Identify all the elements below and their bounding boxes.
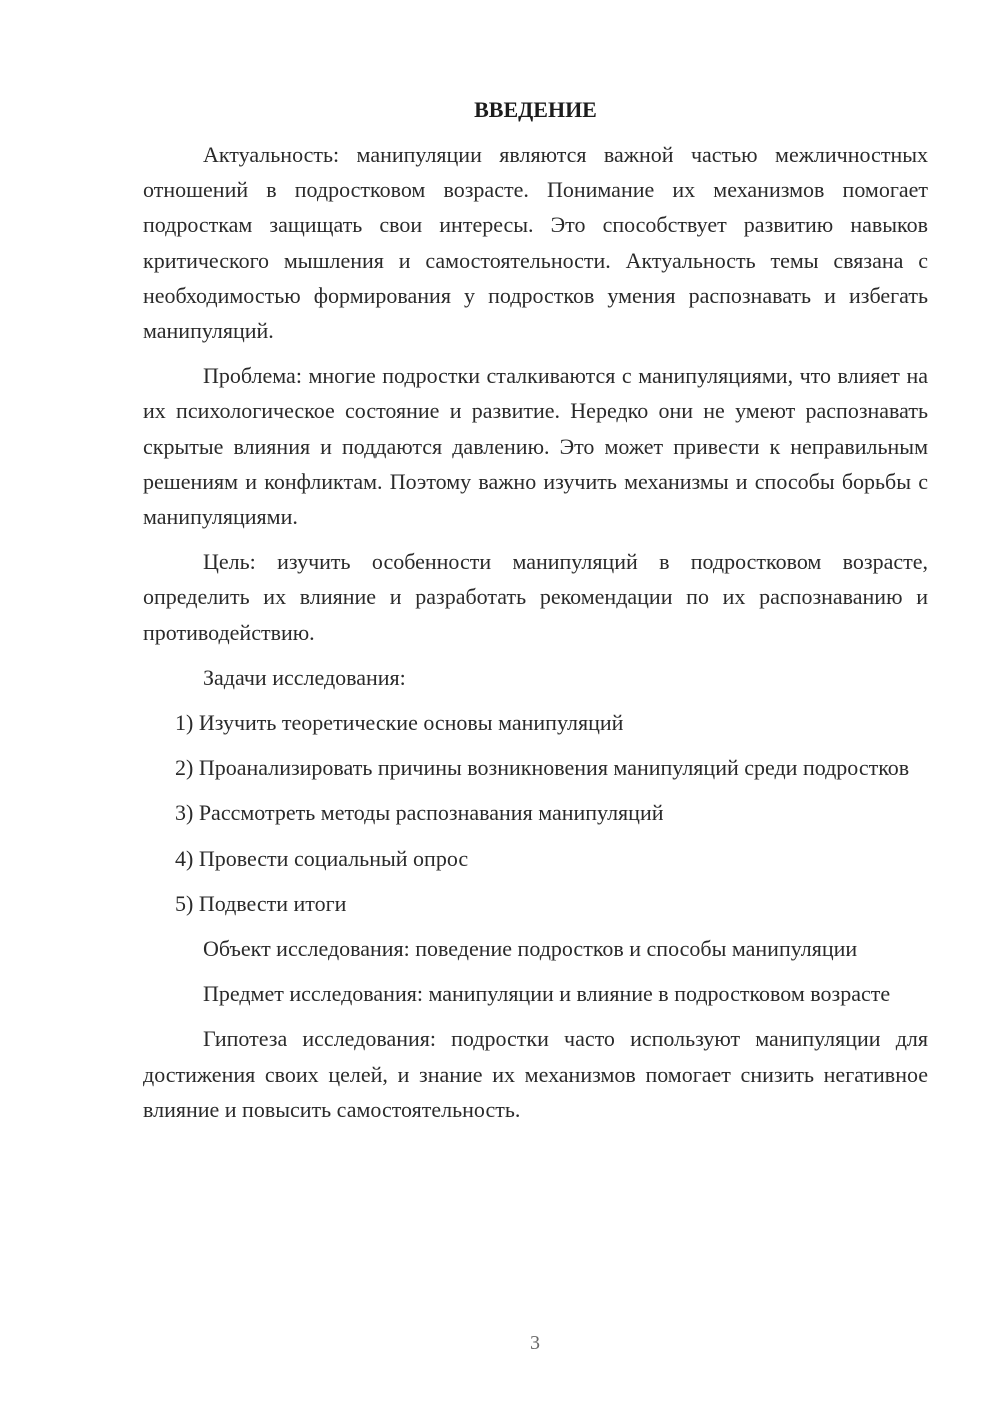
task-item-1: 1) Изучить теоретические основы манипуляций	[175, 710, 624, 736]
task-item-3: 3) Рассмотреть методы распознавания манипуляций	[175, 800, 664, 826]
problem-paragraph: Проблема: многие подростки сталкиваются с манипуляциями, что влияет на их психологическое состояние и развитие. Нередко они не умеют распознавать скрытые влияния и поддаются давлению. Это может привести к неправильным решениям и конфликтам. Поэтому важно изучить механизмы и способы борьбы с манипуляциями.	[143, 363, 928, 530]
task-item-4: 4) Провести социальный опрос	[175, 845, 469, 871]
task-item-5: 5) Подвести итоги	[175, 890, 347, 916]
section-title: ВВЕДЕНИЕ	[474, 97, 597, 122]
page-number: 3	[530, 1332, 540, 1354]
hypothesis-paragraph: Гипотеза исследования: подростки часто используют манипуляции для достижения своих целей, и знание их механизмов помогает снизить негативное влияние и повысить самостоятельность.	[143, 1026, 928, 1122]
research-subject-paragraph: Предмет исследования: манипуляции и влияние в подростковом возрасте	[203, 981, 891, 1007]
research-object-paragraph: Объект исследования: поведение подростков и способы манипуляции	[203, 936, 858, 962]
tasks-heading: Задачи исследования:	[203, 664, 406, 690]
goal-paragraph: Цель: изучить особенности манипуляций в подростковом возрасте, определить их влияние и разработать рекомендации по их распознаванию и противодействию.	[143, 549, 928, 645]
relevance-paragraph: Актуальность: манипуляции являются важной частью межличностных отношений в подростковом возрасте. Понимание их механизмов помогает подросткам защищать свои интересы. Это способствует развитию навыков критического мышления и самостоятельности. Актуальность темы связана с необходимостью формирования у подростков умения распознавать и избегать манипуляций.	[143, 142, 928, 344]
document-page	[143, 92, 928, 1127]
task-item-2: 2) Проанализировать причины возникновения манипуляций среди подростков	[175, 755, 910, 781]
